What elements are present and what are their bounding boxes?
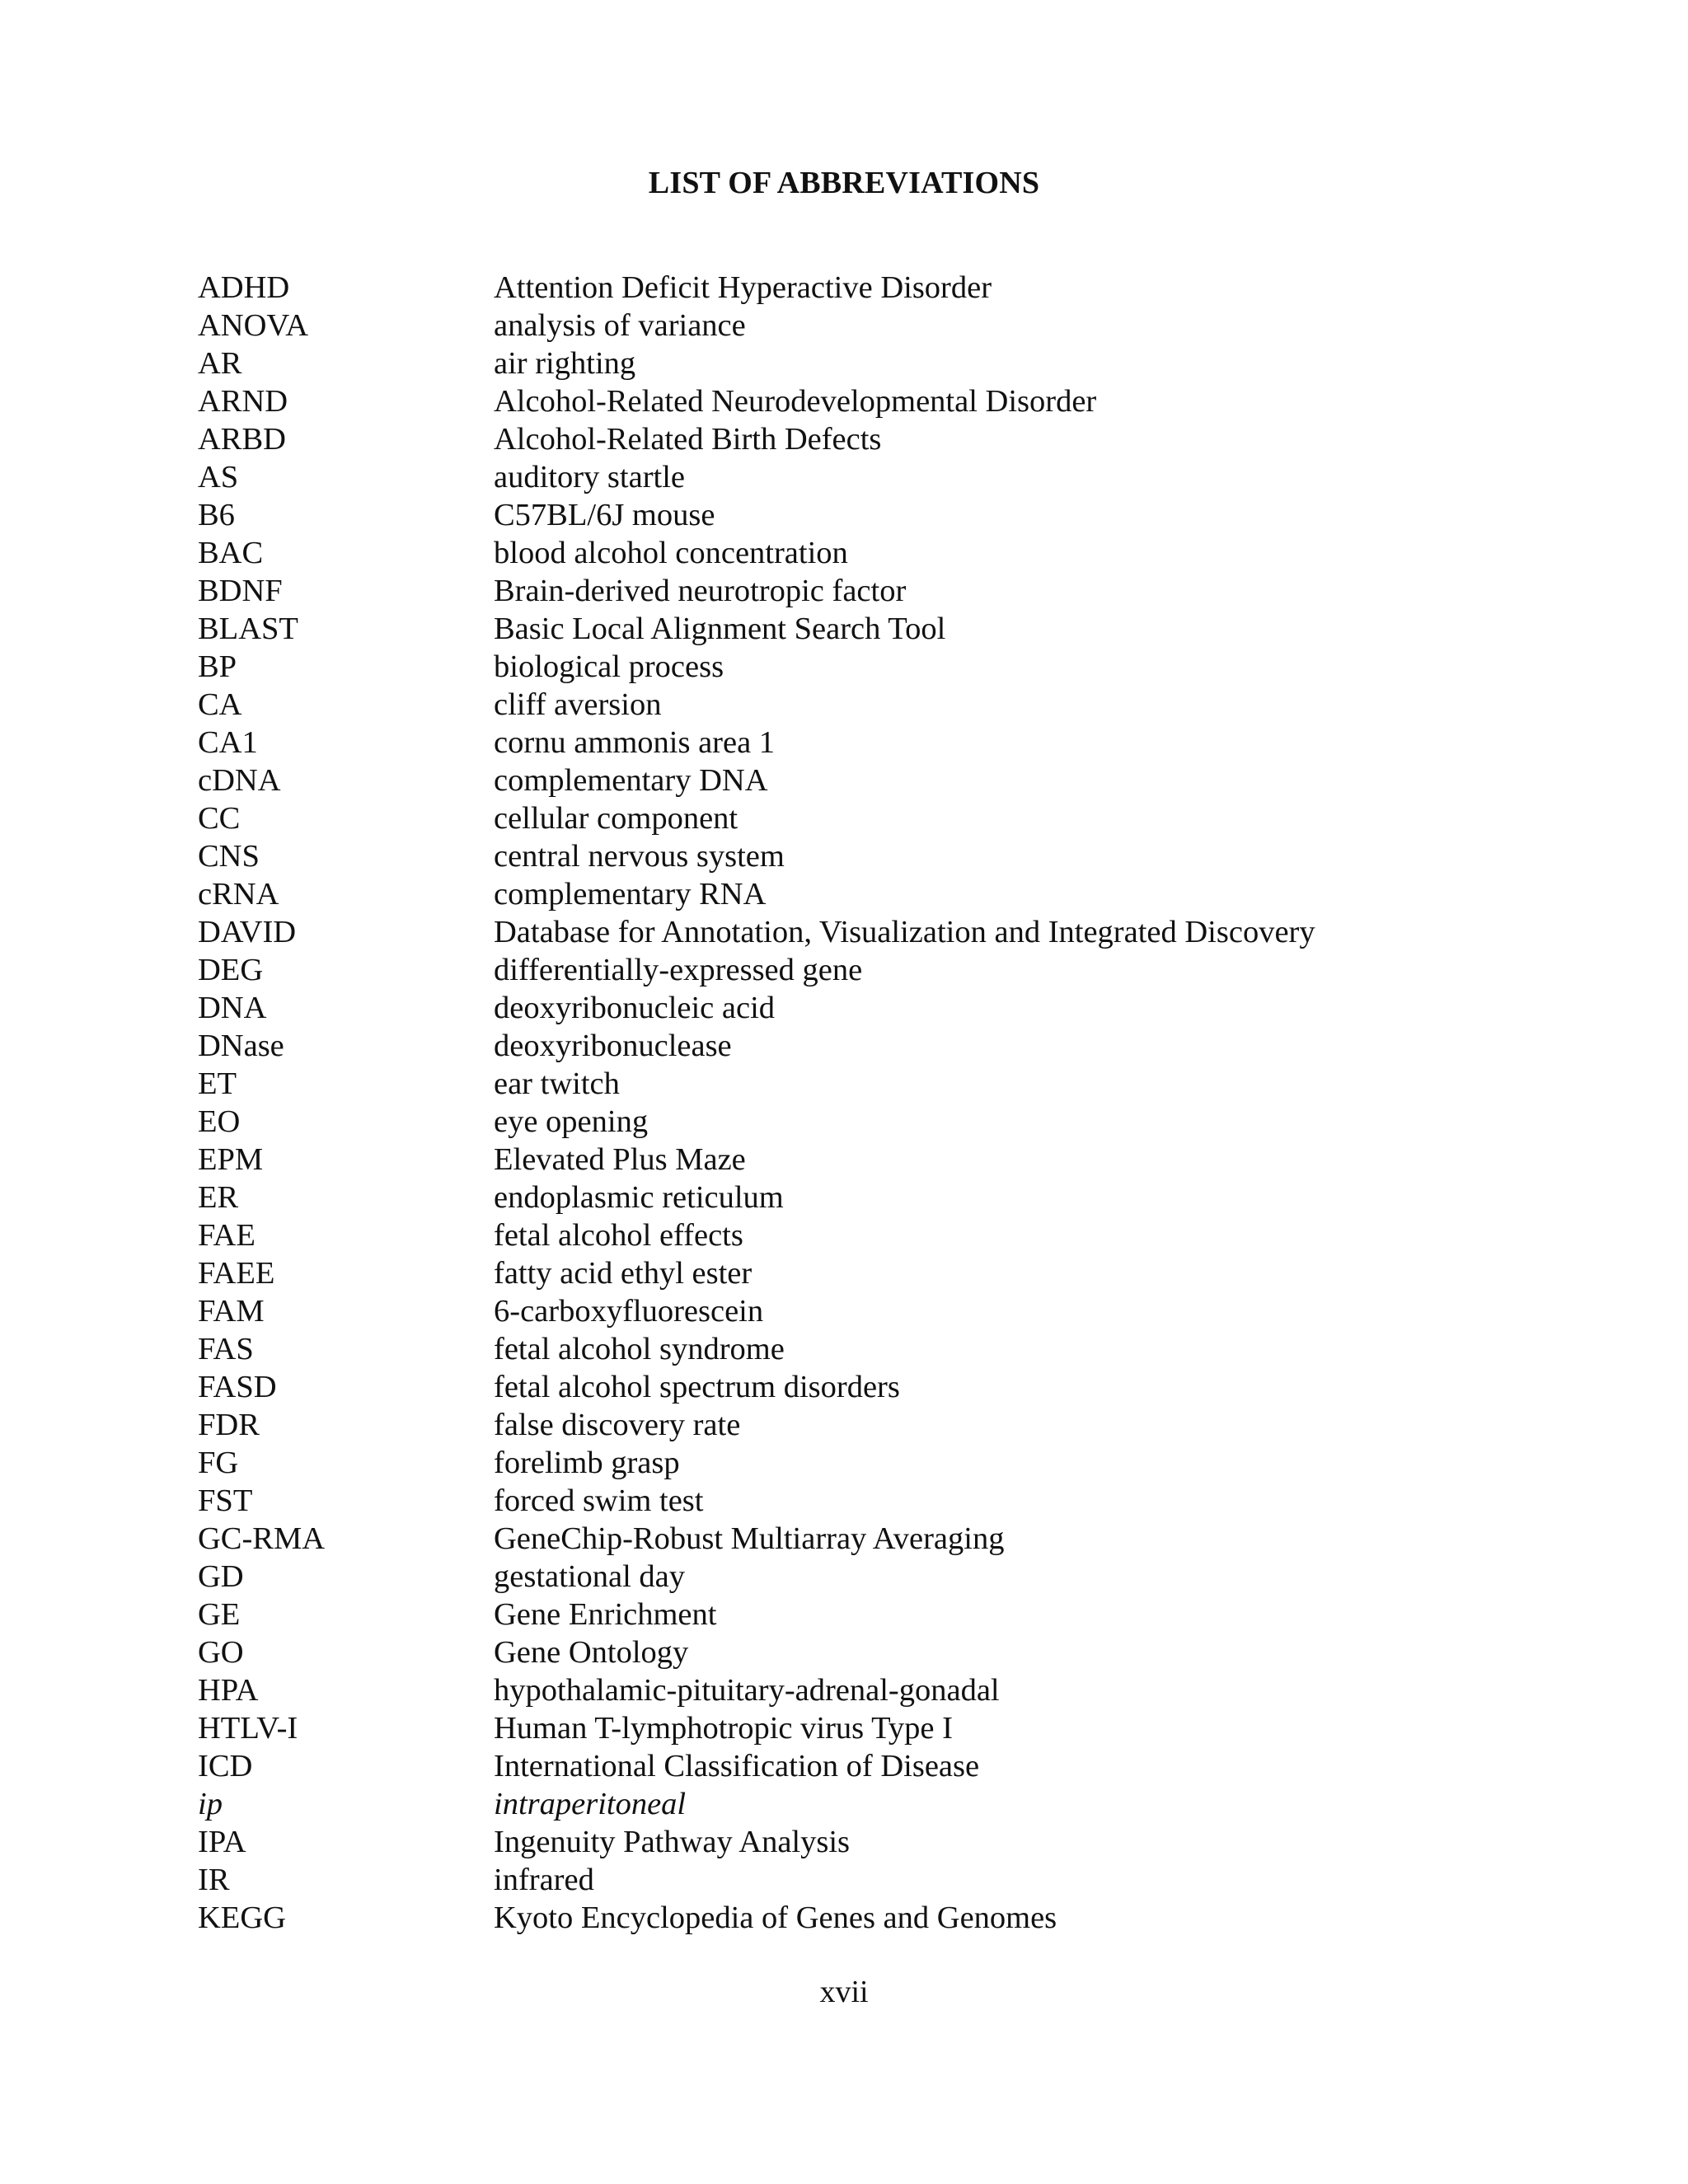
abbreviation-row xyxy=(198,1633,1599,1671)
abbreviation-definition: Kyoto Encyclopedia of Genes and Genomes xyxy=(494,1900,1057,1935)
abbreviation-term: DNase xyxy=(198,1029,284,1063)
abbreviation-definition: gestational day xyxy=(494,1559,685,1594)
abbreviation-definition: endoplasmic reticulum xyxy=(494,1180,784,1215)
abbreviation-definition: Gene Enrichment xyxy=(494,1597,717,1632)
abbreviation-row xyxy=(198,1596,1599,1633)
abbreviation-definition: GeneChip-Robust Multiarray Averaging xyxy=(494,1521,1005,1556)
abbreviation-definition: fetal alcohol effects xyxy=(494,1218,743,1253)
abbreviation-term: CNS xyxy=(198,839,260,874)
abbreviation-row xyxy=(198,799,1599,837)
abbreviation-definition: intraperitoneal xyxy=(494,1787,687,1821)
abbreviation-row xyxy=(198,1065,1599,1103)
abbreviation-row xyxy=(198,837,1599,875)
abbreviation-row xyxy=(198,1861,1599,1899)
abbreviation-term: CA xyxy=(198,687,242,722)
abbreviation-term: FAS xyxy=(198,1332,254,1366)
abbreviation-term: IR xyxy=(198,1863,230,1897)
abbreviation-row xyxy=(198,307,1599,344)
abbreviation-term: GC-RMA xyxy=(198,1521,326,1556)
abbreviation-term: DAVID xyxy=(198,915,297,949)
abbreviation-row xyxy=(198,420,1599,458)
abbreviation-row xyxy=(198,1406,1599,1444)
abbreviation-list xyxy=(198,269,1599,1937)
abbreviation-term: ET xyxy=(198,1066,237,1101)
abbreviation-term: FAE xyxy=(198,1218,256,1253)
abbreviation-row xyxy=(198,1899,1599,1937)
abbreviation-definition: cellular component xyxy=(494,801,738,836)
abbreviation-term: BLAST xyxy=(198,612,298,646)
abbreviation-definition: analysis of variance xyxy=(494,308,746,343)
abbreviation-term: ANOVA xyxy=(198,308,309,343)
abbreviation-term: CA1 xyxy=(198,725,258,760)
abbreviation-row xyxy=(198,1141,1599,1179)
abbreviation-row xyxy=(198,989,1599,1027)
abbreviation-term: GE xyxy=(198,1597,241,1632)
abbreviation-term: ip xyxy=(198,1787,223,1821)
abbreviation-term: GD xyxy=(198,1559,244,1594)
abbreviation-row xyxy=(198,1823,1599,1861)
abbreviation-definition: fetal alcohol spectrum disorders xyxy=(494,1370,900,1404)
abbreviation-definition: auditory startle xyxy=(494,460,685,494)
abbreviation-row xyxy=(198,458,1599,496)
abbreviation-term: ARBD xyxy=(198,422,286,457)
abbreviation-term: FASD xyxy=(198,1370,277,1404)
abbreviation-definition: deoxyribonuclease xyxy=(494,1029,732,1063)
abbreviation-definition: Attention Deficit Hyperactive Disorder xyxy=(494,270,992,305)
abbreviation-row xyxy=(198,1216,1599,1254)
page-title: LIST OF ABBREVIATIONS xyxy=(648,166,1040,200)
abbreviation-term: ICD xyxy=(198,1749,253,1783)
abbreviation-row xyxy=(198,1785,1599,1823)
abbreviation-definition: cliff aversion xyxy=(494,687,662,722)
abbreviation-definition: Alcohol-Related Birth Defects xyxy=(494,422,882,457)
abbreviation-definition: forced swim test xyxy=(494,1483,704,1518)
abbreviation-row xyxy=(198,1179,1599,1216)
abbreviation-term: cDNA xyxy=(198,763,281,798)
abbreviation-row xyxy=(198,534,1599,572)
abbreviation-row xyxy=(198,875,1599,913)
abbreviation-definition: Database for Annotation, Visualization and Integrated Discovery xyxy=(494,915,1315,949)
abbreviation-definition: Brain-derived neurotropic factor xyxy=(494,574,907,608)
abbreviation-row xyxy=(198,1444,1599,1482)
abbreviation-definition: International Classification of Disease xyxy=(494,1749,980,1783)
abbreviation-row xyxy=(198,572,1599,610)
abbreviation-definition: complementary DNA xyxy=(494,763,768,798)
abbreviation-definition: fatty acid ethyl ester xyxy=(494,1256,753,1291)
abbreviation-definition: fetal alcohol syndrome xyxy=(494,1332,785,1366)
abbreviation-row xyxy=(198,496,1599,534)
abbreviation-definition: cornu ammonis area 1 xyxy=(494,725,776,760)
abbreviation-definition: Elevated Plus Maze xyxy=(494,1142,746,1177)
abbreviation-definition: 6-carboxyfluorescein xyxy=(494,1294,764,1329)
abbreviation-term: ADHD xyxy=(198,270,290,305)
abbreviation-term: CC xyxy=(198,801,241,836)
abbreviation-row xyxy=(198,1292,1599,1330)
abbreviation-definition: infrared xyxy=(494,1863,594,1897)
abbreviation-row xyxy=(198,1709,1599,1747)
abbreviation-term: DNA xyxy=(198,991,267,1025)
abbreviation-row xyxy=(198,1330,1599,1368)
abbreviation-row xyxy=(198,1747,1599,1785)
abbreviation-row xyxy=(198,1482,1599,1520)
abbreviation-definition: Human T-lymphotropic virus Type I xyxy=(494,1711,953,1746)
abbreviation-term: FDR xyxy=(198,1408,260,1442)
abbreviation-definition: false discovery rate xyxy=(494,1408,741,1442)
abbreviation-row xyxy=(198,610,1599,648)
abbreviation-definition: deoxyribonucleic acid xyxy=(494,991,776,1025)
abbreviation-term: GO xyxy=(198,1635,244,1670)
abbreviation-term: HPA xyxy=(198,1673,259,1708)
abbreviation-row xyxy=(198,1368,1599,1406)
abbreviation-row xyxy=(198,1520,1599,1558)
abbreviation-definition: C57BL/6J mouse xyxy=(494,498,715,532)
abbreviation-term: FST xyxy=(198,1483,253,1518)
abbreviation-term: HTLV-I xyxy=(198,1711,298,1746)
abbreviation-row xyxy=(198,913,1599,951)
abbreviation-term: FG xyxy=(198,1446,239,1480)
abbreviation-term: BDNF xyxy=(198,574,283,608)
abbreviation-definition: Ingenuity Pathway Analysis xyxy=(494,1825,851,1859)
abbreviation-definition: hypothalamic-pituitary-adrenal-gonadal xyxy=(494,1673,1000,1708)
abbreviation-row xyxy=(198,1027,1599,1065)
abbreviation-term: ER xyxy=(198,1180,239,1215)
abbreviation-row xyxy=(198,648,1599,686)
abbreviation-row xyxy=(198,1558,1599,1596)
abbreviation-term: FAEE xyxy=(198,1256,275,1291)
abbreviation-term: AR xyxy=(198,346,242,381)
abbreviation-row xyxy=(198,1103,1599,1141)
abbreviation-term: B6 xyxy=(198,498,235,532)
abbreviation-row xyxy=(198,382,1599,420)
abbreviation-term: ARND xyxy=(198,384,288,419)
abbreviation-row xyxy=(198,951,1599,989)
abbreviation-definition: differentially-expressed gene xyxy=(494,953,863,987)
abbreviation-definition: central nervous system xyxy=(494,839,785,874)
abbreviation-term: FAM xyxy=(198,1294,265,1329)
abbreviation-term: BAC xyxy=(198,536,264,570)
abbreviation-definition: blood alcohol concentration xyxy=(494,536,848,570)
abbreviation-row xyxy=(198,269,1599,307)
abbreviation-row xyxy=(198,1254,1599,1292)
abbreviation-term: EPM xyxy=(198,1142,264,1177)
abbreviation-term: EO xyxy=(198,1104,241,1139)
abbreviation-definition: Basic Local Alignment Search Tool xyxy=(494,612,946,646)
abbreviation-row xyxy=(198,344,1599,382)
abbreviation-row xyxy=(198,762,1599,799)
abbreviation-definition: air righting xyxy=(494,346,636,381)
abbreviation-definition: eye opening xyxy=(494,1104,649,1139)
abbreviation-row xyxy=(198,686,1599,724)
abbreviation-definition: biological process xyxy=(494,649,724,684)
abbreviation-term: DEG xyxy=(198,953,264,987)
page-number: xvii xyxy=(819,1975,869,2009)
abbreviation-definition: forelimb grasp xyxy=(494,1446,680,1480)
abbreviation-term: cRNA xyxy=(198,877,279,912)
abbreviation-definition: Alcohol-Related Neurodevelopmental Disorder xyxy=(494,384,1097,419)
abbreviation-term: IPA xyxy=(198,1825,246,1859)
abbreviation-definition: ear twitch xyxy=(494,1066,620,1101)
abbreviation-term: KEGG xyxy=(198,1900,286,1935)
abbreviation-row xyxy=(198,1671,1599,1709)
abbreviation-term: AS xyxy=(198,460,239,494)
abbreviation-term: BP xyxy=(198,649,237,684)
abbreviation-row xyxy=(198,724,1599,762)
abbreviation-definition: Gene Ontology xyxy=(494,1635,689,1670)
abbreviation-definition: complementary RNA xyxy=(494,877,767,912)
